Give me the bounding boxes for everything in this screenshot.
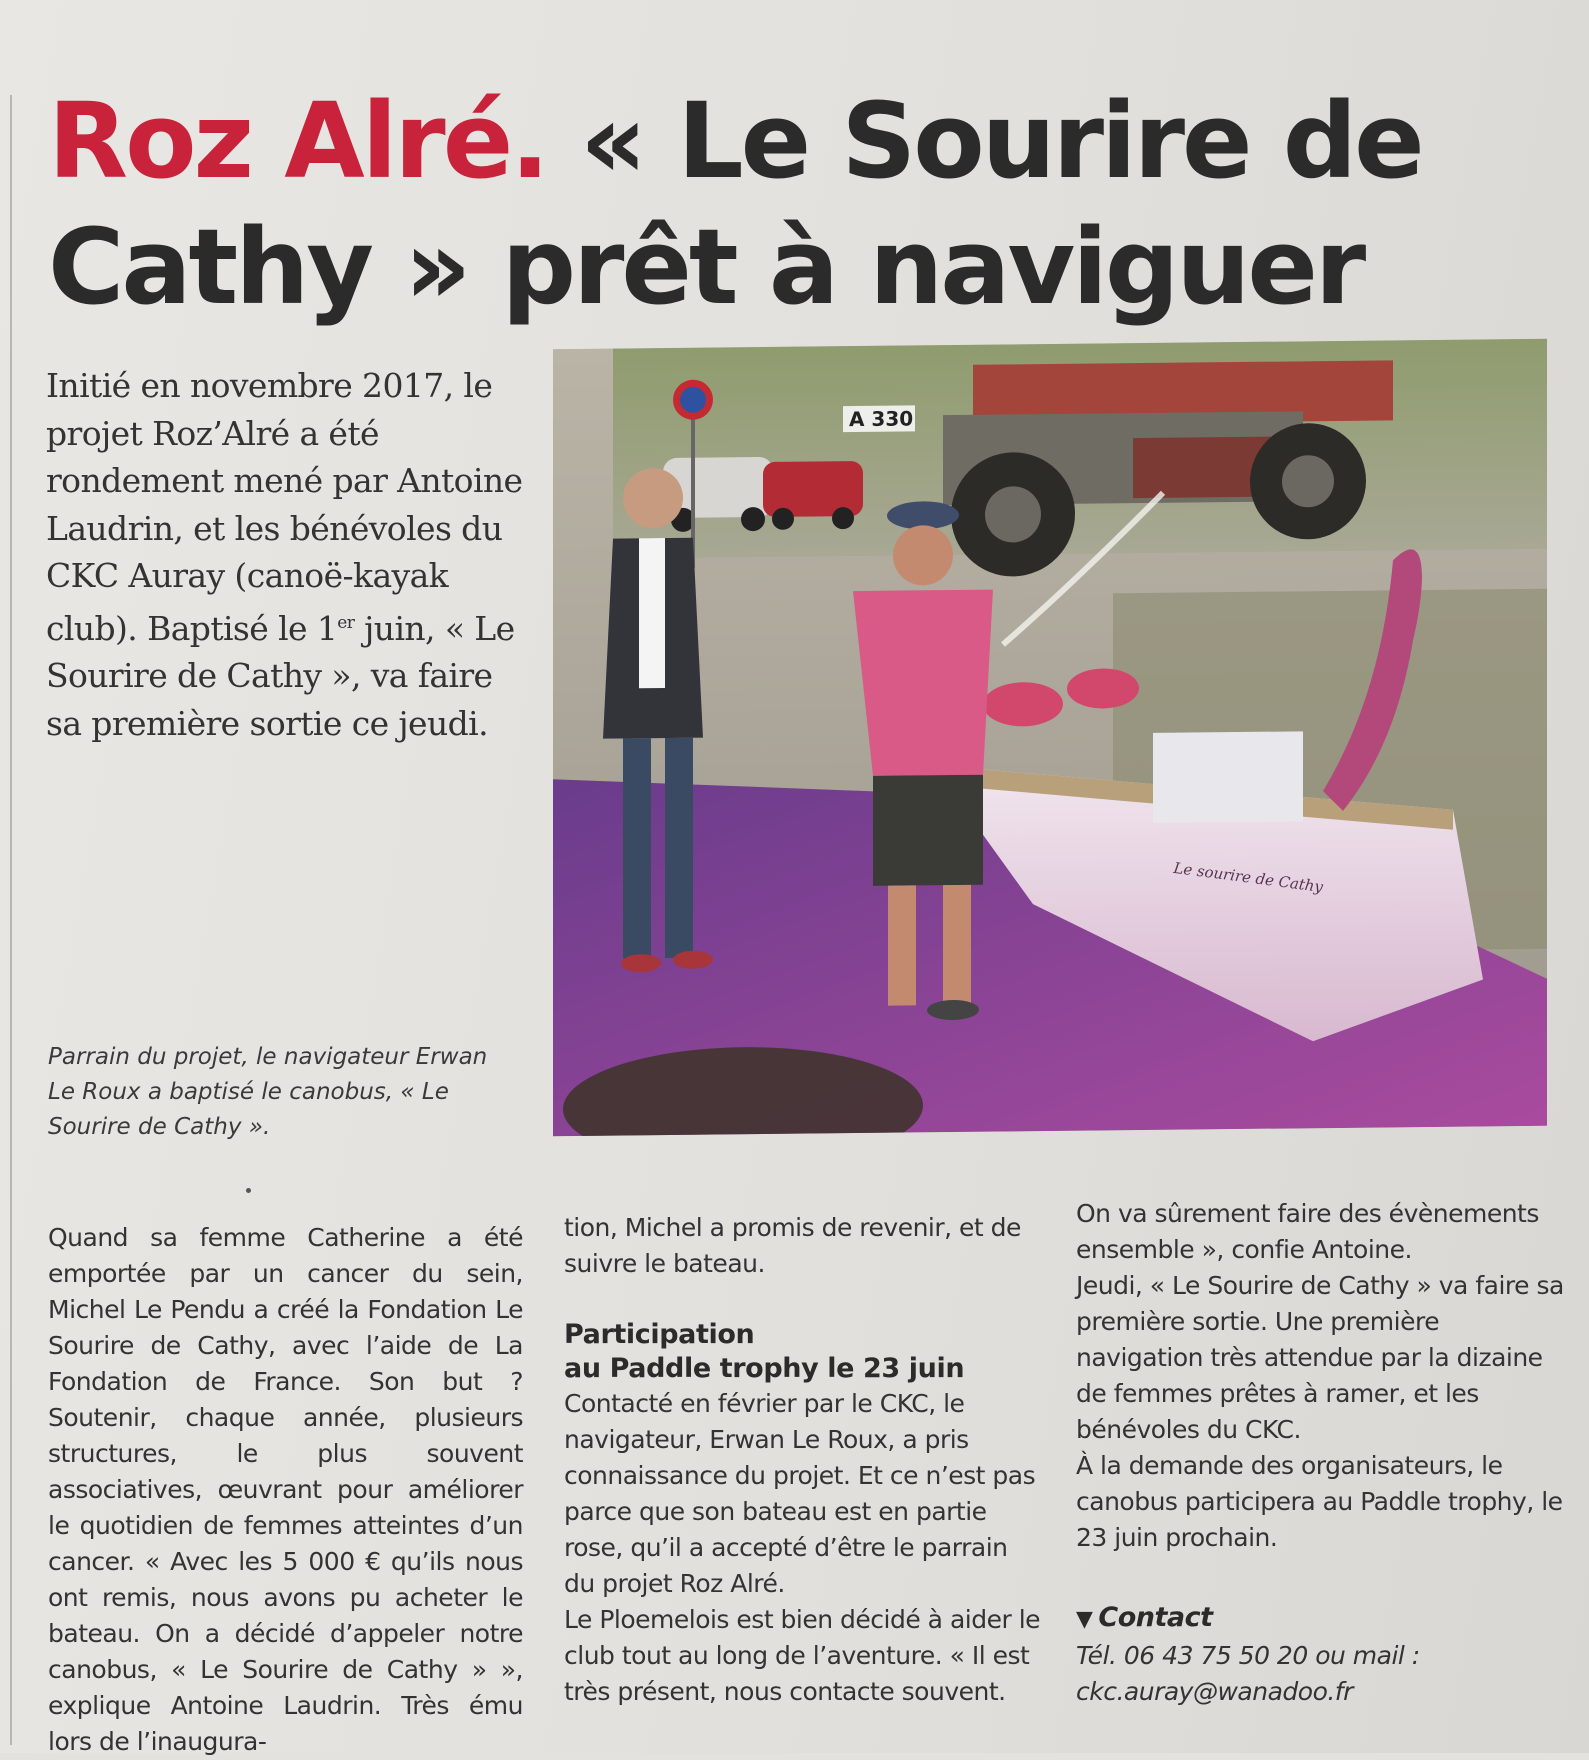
- subheading-line: Participation: [564, 1319, 755, 1350]
- body-column-3: [1076, 1196, 1566, 1710]
- body-paragraph: Contacté en février par le CKC, le navigateur, Erwan Le Roux, a pris connaissance du projet. Et ce n’est pas parce que son bateau est en partie rose, qu’il a accepté d’être le parrain du projet Roz Alré.: [564, 1389, 1036, 1598]
- body-paragraph: tion, Michel a promis de revenir, et de suivre le bateau.: [564, 1213, 1021, 1278]
- section-subheading: [564, 1318, 1042, 1386]
- article-headline: [48, 78, 1488, 330]
- contact-phone-line: Tél. 06 43 75 50 20 ou mail :: [1076, 1641, 1420, 1670]
- headline-title: « Le Sourire de Cathy » prêt à naviguer: [48, 80, 1422, 328]
- triangle-down-icon: ▼: [1076, 1607, 1093, 1632]
- body-paragraph: Quand sa femme Catherine a été emportée par un cancer du sein, Michel Le Pendu a créé la Fondation Le Sourire de Cathy, avec l’aide de La Fondation de France. Son but ? Soutenir, chaque année, plusieurs structures, le plus souvent associatives, œuvrant pour améliorer le quotidien de femmes atteintes d’un cancer. « Avec les 5 000 € qu’ils nous ont remis, nous avons pu acheter le bateau. On a décidé d’appeler notre canobus, « Le Sourire de Cathy » », explique Antoine Laudrin. Très ému lors de l’inaugura-: [48, 1223, 523, 1756]
- machine-plate-text: A 330: [849, 406, 914, 432]
- body-column-2: [564, 1210, 1042, 1710]
- photo-illustration: [553, 339, 1547, 1136]
- headline-kicker: Roz Alré.: [48, 80, 547, 202]
- article-lede: [46, 362, 526, 747]
- photo-caption: Parrain du projet, le navigateur Erwan Le Roux a baptisé le canobus, « Le Sourire de Cathy ».: [48, 1044, 488, 1140]
- page-edge-divider: [10, 95, 12, 1745]
- subheading-line: au Paddle trophy le 23 juin: [564, 1353, 965, 1384]
- body-column-1: [48, 1220, 523, 1760]
- lede-part1: Initié en novembre 2017, le projet Roz’Alré a été rondement mené par Antoine Laudrin, et les bénévoles du CKC Auray (canoë-kayak club). Baptisé le 1: [46, 366, 523, 648]
- contact-heading: [1076, 1600, 1566, 1638]
- ink-dot: [246, 1188, 251, 1193]
- body-paragraph: On va sûrement faire des évènements ensemble », confie Antoine.: [1076, 1199, 1539, 1264]
- lede-part2: juin, « Le Sourire de Cathy », va faire sa première sortie ce jeudi.: [46, 608, 515, 743]
- body-paragraph: Le Ploemelois est bien décidé à aider le club tout au long de l’aventure. « Il est très présent, nous contacte souvent.: [564, 1605, 1041, 1706]
- article-photo: [553, 339, 1547, 1136]
- lede-superscript: er: [337, 612, 355, 633]
- contact-email: ckc.auray@wanadoo.fr: [1076, 1677, 1353, 1706]
- contact-heading-label: Contact: [1098, 1602, 1213, 1633]
- boat-name-text: Le sourire de Cathy: [1172, 858, 1325, 897]
- body-paragraph: Jeudi, « Le Sourire de Cathy » va faire sa première sortie. Une première navigation très attendue par la dizaine de femmes prêtes à ramer, et les bénévoles du CKC.: [1076, 1271, 1564, 1444]
- body-paragraph: À la demande des organisateurs, le canobus participera au Paddle trophy, le 23 juin prochain.: [1076, 1451, 1563, 1552]
